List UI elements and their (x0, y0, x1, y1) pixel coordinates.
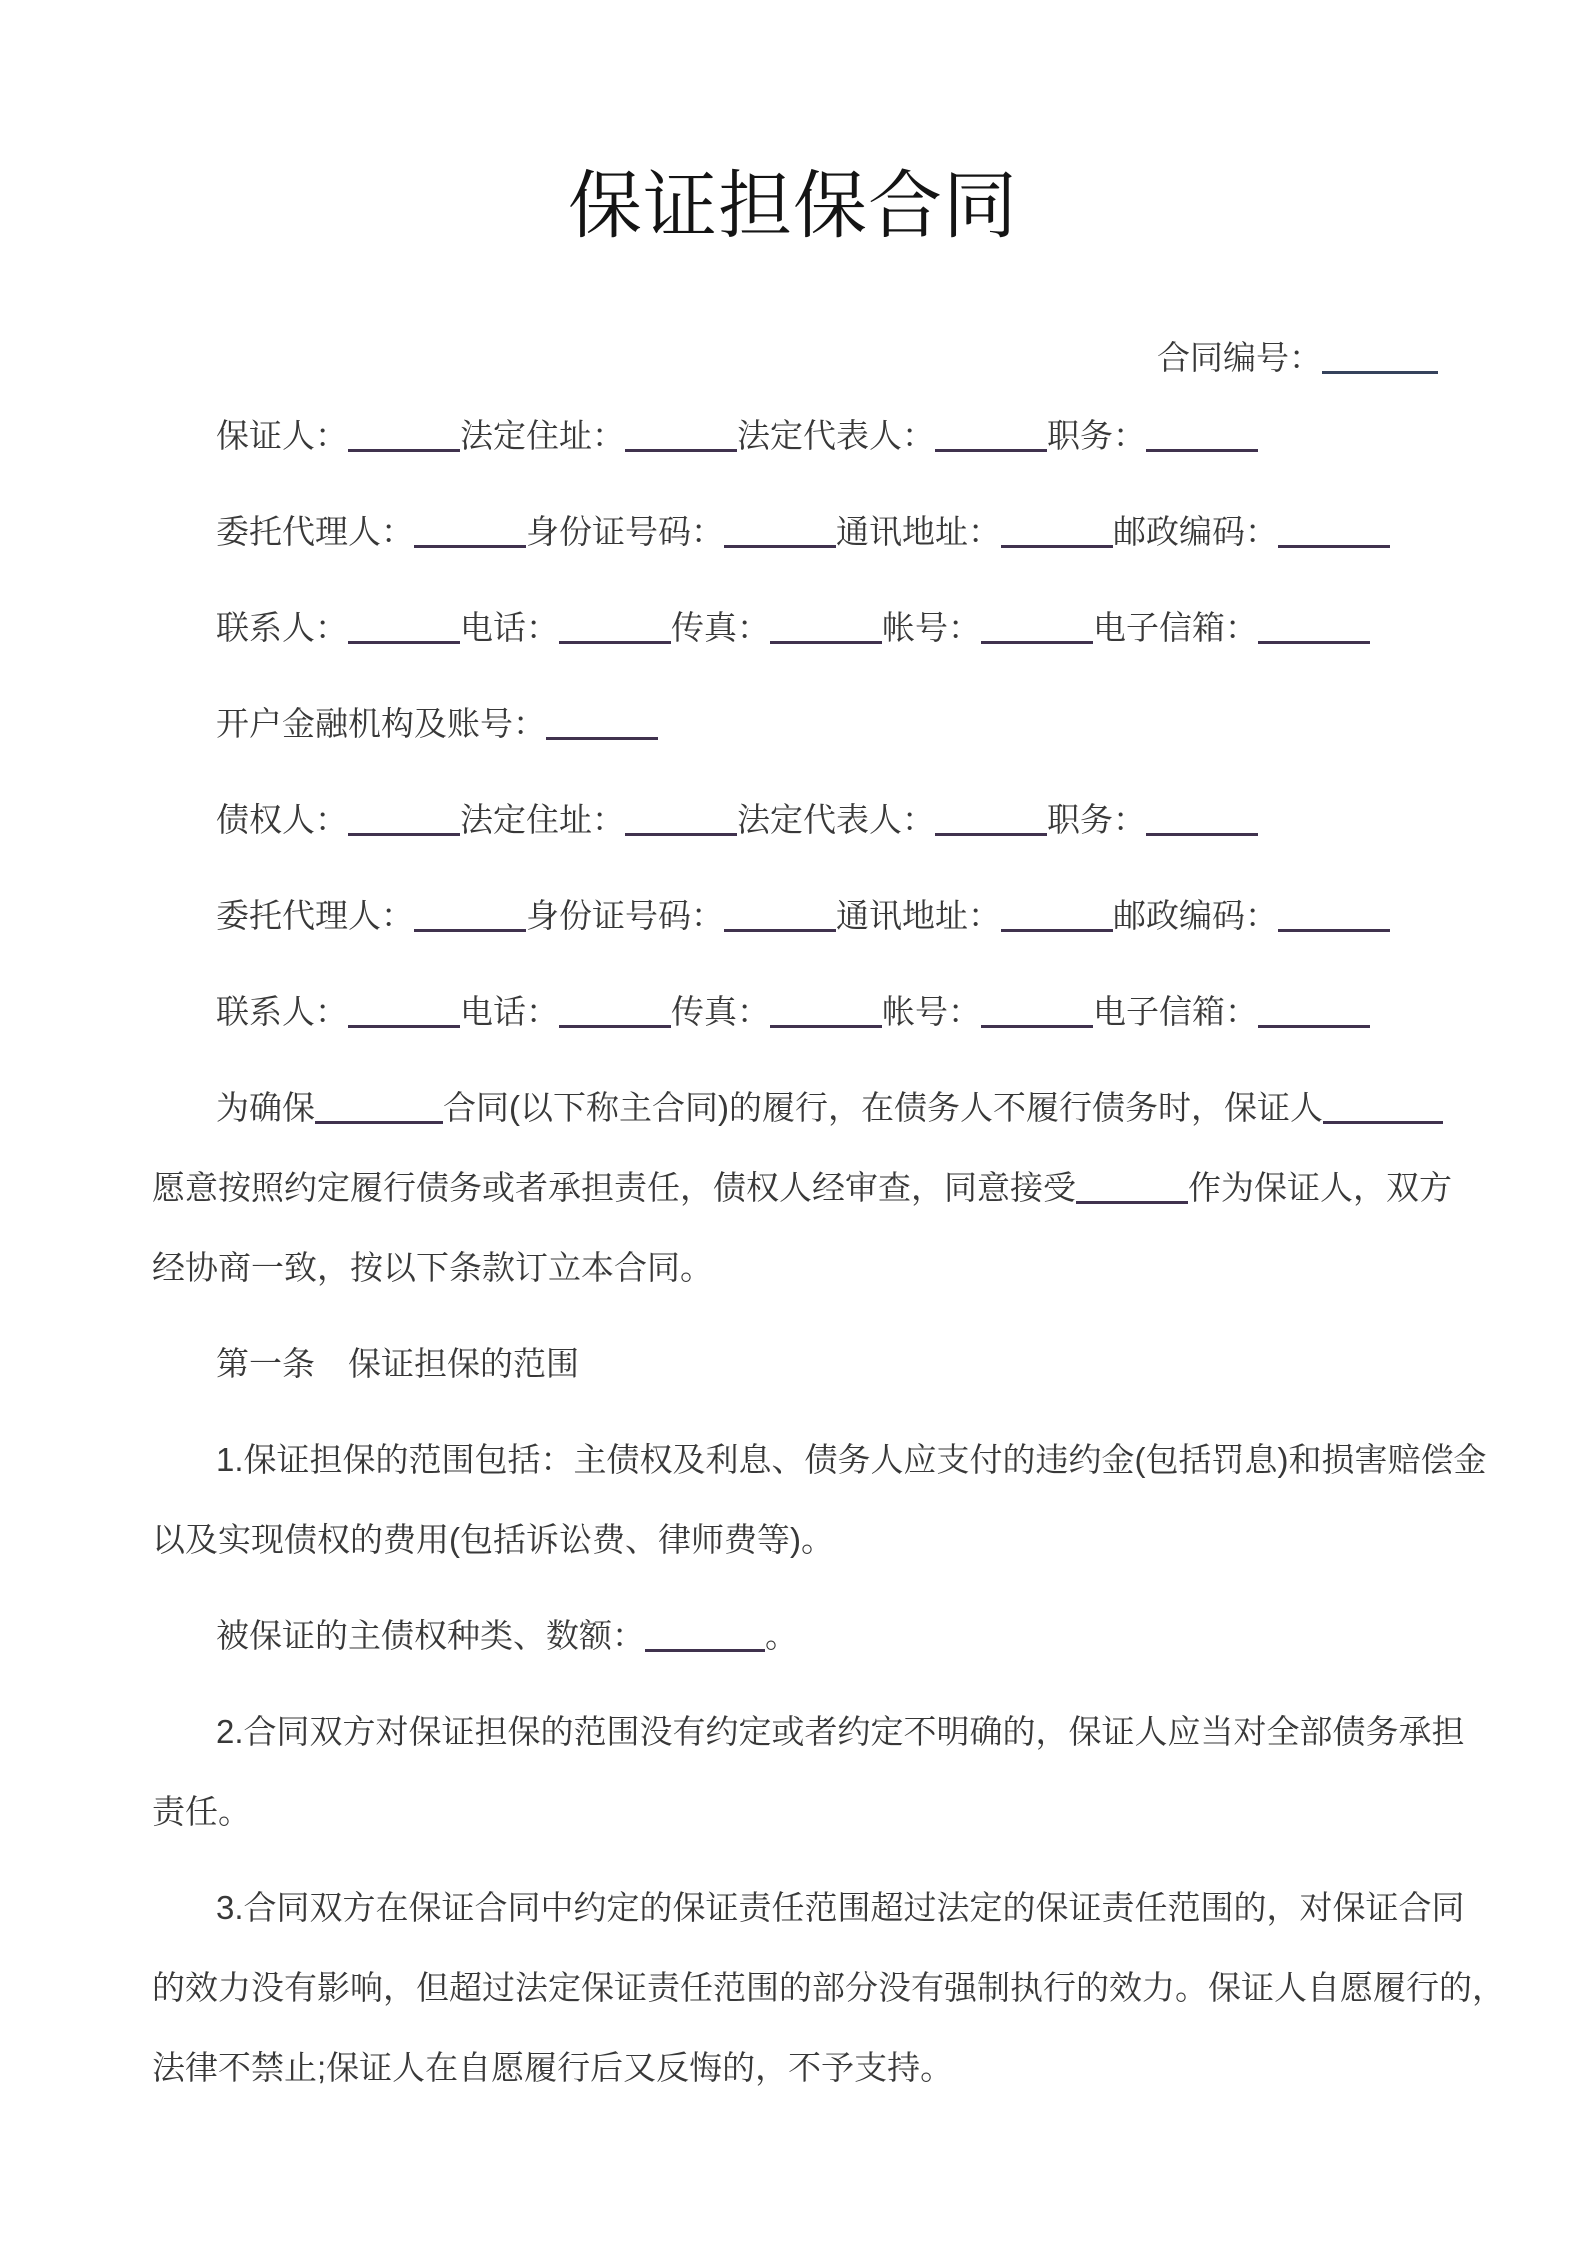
paragraph (152, 684, 1466, 764)
blank-field (770, 637, 882, 644)
contract-number-row (0, 338, 1438, 378)
paragraph (152, 396, 1466, 476)
blank-field (645, 1645, 765, 1652)
blank-field (559, 637, 671, 644)
blank-field (1001, 541, 1113, 548)
blank-field (1258, 1021, 1370, 1028)
blank-field (1146, 445, 1258, 452)
paragraph (152, 876, 1466, 956)
paragraph-article-1-heading (152, 1324, 1466, 1404)
form-row-agent (152, 492, 1466, 572)
field-label: 身份证号码： (526, 513, 724, 550)
text-run: 法律不禁止;保证人在自愿履行后又反悔的，不予支持。 (152, 2049, 954, 2086)
contract-number-label: 合同编号： (1157, 339, 1322, 376)
field-label: 法定住址： (460, 417, 625, 454)
blank-field (559, 1021, 671, 1028)
field-label: 法定住址： (460, 801, 625, 838)
field-label: 保证人： (216, 417, 348, 454)
blank-field (981, 637, 1093, 644)
paragraph-clause-1 (152, 1420, 1487, 1580)
field-label: 开户金融机构及账号： (216, 705, 546, 742)
document-line (152, 1868, 1466, 1948)
text-run: 愿意按照约定履行债务或者承担责任，债权人经审查，同意接受 (152, 1169, 1076, 1206)
blank-field (1278, 541, 1390, 548)
blank-field (625, 829, 737, 836)
paragraph-preamble (152, 1068, 1466, 1308)
paragraph-clause-2 (152, 1692, 1466, 1852)
field-label: 邮政编码： (1113, 513, 1278, 550)
text-run: 以及实现债权的费用(包括诉讼费、律师费等)。 (152, 1521, 834, 1558)
form-row-agent-2 (152, 876, 1466, 956)
text-run: 为确保 (216, 1089, 315, 1126)
text-run: 合同(以下称主合同)的履行，在债务人不履行债务时，保证人 (443, 1089, 1323, 1126)
field-label: 委托代理人： (216, 897, 414, 934)
field-label: 电子信箱： (1093, 609, 1258, 646)
article-heading (152, 1324, 1466, 1404)
blank-field (1278, 925, 1390, 932)
paragraph-debt-type (152, 1596, 1466, 1676)
blank-field (935, 829, 1047, 836)
text-run: 3.合同双方在保证合同中约定的保证责任范围超过法定的保证责任范围的，对保证合同 (216, 1889, 1465, 1926)
text-run: 责任。 (152, 1793, 251, 1830)
form-row-creditor (152, 780, 1466, 860)
form-row-contact (152, 588, 1466, 668)
document-line (152, 1068, 1466, 1148)
document-line (152, 1500, 1466, 1580)
field-label: 电话： (460, 993, 559, 1030)
field-label: 传真： (671, 609, 770, 646)
form-row-contact-2 (152, 972, 1466, 1052)
blank-field (348, 445, 460, 452)
blank-field (414, 541, 526, 548)
document-line (152, 1772, 1466, 1852)
paragraph (152, 588, 1466, 668)
field-label: 法定代表人： (737, 417, 935, 454)
field-label: 债权人： (216, 801, 348, 838)
field-label: 帐号： (882, 993, 981, 1030)
blank-field (935, 445, 1047, 452)
document-line (152, 1228, 1466, 1308)
field-label: 邮政编码： (1113, 897, 1278, 934)
contract-number-blank-field (1322, 367, 1438, 374)
document-title: 保证担保合同 (568, 166, 1018, 248)
blank-field (414, 925, 526, 932)
blank-field (724, 925, 836, 932)
paragraph (152, 780, 1466, 860)
blank-field (1001, 925, 1113, 932)
blank-field (724, 541, 836, 548)
paragraph (152, 492, 1466, 572)
document-line (152, 1948, 1505, 2028)
paragraph-clause-3 (152, 1868, 1505, 2108)
field-label: 通讯地址： (836, 897, 1001, 934)
document-body (152, 396, 1505, 2108)
text-run: 。 (765, 1617, 798, 1654)
document-line (152, 1148, 1466, 1228)
field-label: 委托代理人： (216, 513, 414, 550)
text-run: 第一条 保证担保的范围 (216, 1345, 579, 1382)
blank-field (315, 1117, 443, 1124)
field-label: 联系人： (216, 609, 348, 646)
text-run: 被保证的主债权种类、数额： (216, 1617, 645, 1654)
blank-field (1146, 829, 1258, 836)
blank-field (348, 829, 460, 836)
field-label: 电子信箱： (1093, 993, 1258, 1030)
blank-field (546, 733, 658, 740)
blank-field (625, 445, 737, 452)
text-run: 经协商一致，按以下条款订立本合同。 (152, 1249, 713, 1286)
blank-field (770, 1021, 882, 1028)
document-line (152, 1596, 1466, 1676)
text-run: 作为保证人，双方 (1188, 1169, 1452, 1206)
blank-field (1323, 1117, 1443, 1124)
field-label: 电话： (460, 609, 559, 646)
form-row-bank-account (152, 684, 1466, 764)
field-label: 身份证号码： (526, 897, 724, 934)
field-label: 联系人： (216, 993, 348, 1030)
field-label: 传真： (671, 993, 770, 1030)
text-run: 1.保证担保的范围包括：主债权及利息、债务人应支付的违约金(包括罚息)和损害赔偿金 (216, 1441, 1487, 1478)
field-label: 职务： (1047, 417, 1146, 454)
blank-field (1258, 637, 1370, 644)
paragraph (152, 972, 1466, 1052)
document-line (152, 1420, 1487, 1500)
form-row-guarantor (152, 396, 1466, 476)
blank-field (1076, 1197, 1188, 1204)
field-label: 通讯地址： (836, 513, 1001, 550)
field-label: 法定代表人： (737, 801, 935, 838)
field-label: 职务： (1047, 801, 1146, 838)
text-run: 2.合同双方对保证担保的范围没有约定或者约定不明确的，保证人应当对全部债务承担 (216, 1713, 1465, 1750)
document-line (152, 1692, 1466, 1772)
blank-field (348, 637, 460, 644)
document-line (152, 2028, 1466, 2108)
blank-field (348, 1021, 460, 1028)
blank-field (981, 1021, 1093, 1028)
field-label: 帐号： (882, 609, 981, 646)
text-run: 的效力没有影响，但超过法定保证责任范围的部分没有强制执行的效力。保证人自愿履行的， (152, 1969, 1505, 2006)
